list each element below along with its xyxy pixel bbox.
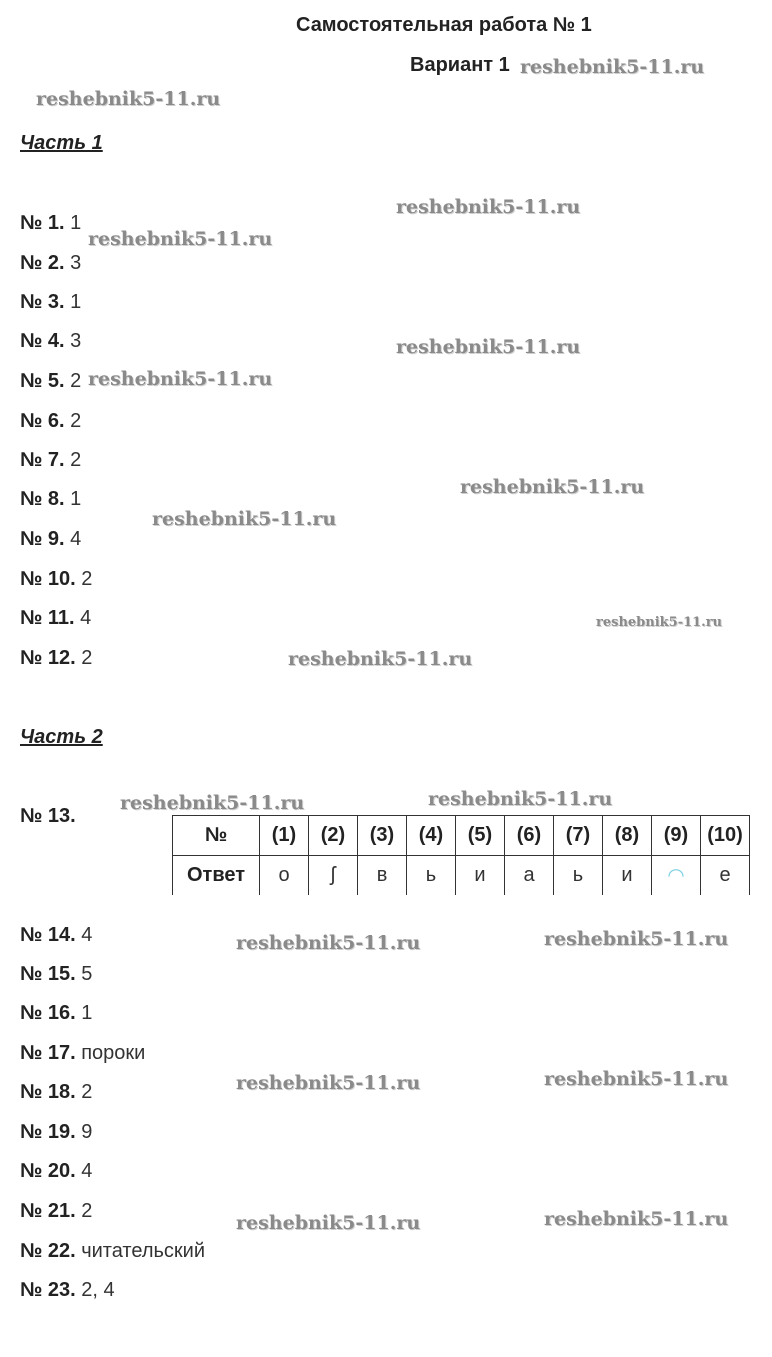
watermark: reshebnik5-11.ru — [120, 792, 305, 814]
table-header-cell: (7) — [554, 816, 603, 856]
watermark: reshebnik5-11.ru — [288, 648, 473, 670]
table-cell: в — [358, 856, 407, 896]
watermark: reshebnik5-11.ru — [520, 56, 705, 78]
watermark: reshebnik5-11.ru — [396, 336, 581, 358]
table-cell: а — [505, 856, 554, 896]
watermark: reshebnik5-11.ru — [236, 932, 421, 954]
table-cell: ь — [554, 856, 603, 896]
answer-item: № 15. 5 — [20, 963, 93, 985]
table-cell: е — [701, 856, 750, 896]
table-header-cell: (5) — [456, 816, 505, 856]
table-cell: и — [456, 856, 505, 896]
watermark: reshebnik5-11.ru — [544, 1068, 729, 1090]
page-title: Самостоятельная работа № 1 — [296, 14, 592, 36]
watermark: reshebnik5-11.ru — [596, 615, 723, 630]
answer-item: № 7. 2 — [20, 449, 82, 471]
watermark: reshebnik5-11.ru — [152, 508, 337, 530]
answer-item: № 6. 2 — [20, 410, 82, 432]
table-header-cell: (2) — [309, 816, 358, 856]
table-header-cell: (4) — [407, 816, 456, 856]
answer-item: № 22. читательский — [20, 1240, 206, 1262]
variant-label: Вариант 1 — [410, 54, 510, 76]
watermark: reshebnik5-11.ru — [36, 88, 221, 110]
answer-item: № 4. 3 — [20, 330, 82, 352]
table-header-cell: (1) — [260, 816, 309, 856]
answer-item: № 9. 4 — [20, 528, 82, 550]
answer-item: № 2. 3 — [20, 252, 82, 274]
part1-heading: Часть 1 — [20, 132, 103, 154]
table-answer-row — [173, 856, 750, 896]
watermark: reshebnik5-11.ru — [236, 1072, 421, 1094]
watermark: reshebnik5-11.ru — [396, 196, 581, 218]
table-header-label: № — [173, 816, 260, 856]
answer-item: № 16. 1 — [20, 1002, 93, 1024]
answer-item: № 12. 2 — [20, 647, 93, 669]
answer-item: № 3. 1 — [20, 291, 82, 313]
table-header-cell: (10) — [701, 816, 750, 856]
watermark: reshebnik5-11.ru — [88, 228, 273, 250]
table-header-cell: (6) — [505, 816, 554, 856]
answer-item: № 14. 4 — [20, 924, 93, 946]
watermark: reshebnik5-11.ru — [544, 1208, 729, 1230]
table-cell: и — [603, 856, 652, 896]
task13-table — [172, 815, 750, 895]
arc-symbol-cell: ◠ — [652, 856, 701, 896]
answer-item: № 23. 2, 4 — [20, 1279, 115, 1301]
answer-item: № 5. 2 — [20, 370, 82, 392]
watermark: reshebnik5-11.ru — [236, 1212, 421, 1234]
answer-item: № 18. 2 — [20, 1081, 93, 1103]
table-answer-label: Ответ — [173, 856, 260, 896]
table-cell: о — [260, 856, 309, 896]
table-cell: ь — [407, 856, 456, 896]
table-header-cell: (9) — [652, 816, 701, 856]
part2-heading: Часть 2 — [20, 726, 103, 748]
watermark: reshebnik5-11.ru — [460, 476, 645, 498]
answer-item: № 17. пороки — [20, 1042, 146, 1064]
watermark: reshebnik5-11.ru — [544, 928, 729, 950]
answer-item: № 10. 2 — [20, 568, 93, 590]
answer-item: № 11. 4 — [20, 607, 92, 629]
answer-item: № 8. 1 — [20, 488, 82, 510]
table-header-cell: (8) — [603, 816, 652, 856]
table-header-cell: (3) — [358, 816, 407, 856]
table-cell: ʃ — [309, 856, 358, 896]
answer-item: № 21. 2 — [20, 1200, 93, 1222]
table-header-row — [173, 816, 750, 856]
answer-item: № 1. 1 — [20, 212, 82, 234]
answer-item: № 19. 9 — [20, 1121, 93, 1143]
task13-label: № 13. — [20, 805, 76, 827]
watermark: reshebnik5-11.ru — [88, 368, 273, 390]
answer-item: № 20. 4 — [20, 1160, 93, 1182]
watermark: reshebnik5-11.ru — [428, 788, 613, 810]
